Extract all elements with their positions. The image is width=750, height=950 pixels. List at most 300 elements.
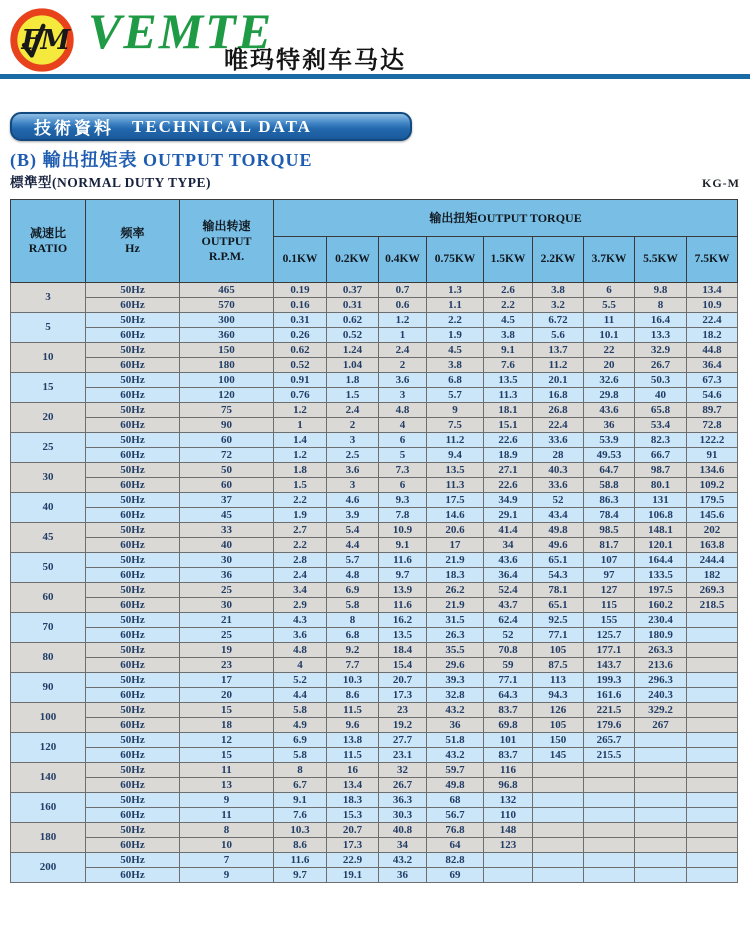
torque-cell: 10.9 [687, 298, 738, 313]
torque-cell: 53.9 [584, 433, 635, 448]
torque-cell: 18.3 [327, 793, 379, 808]
table-row [11, 733, 738, 748]
torque-cell: 40 [635, 388, 687, 403]
torque-cell: 4.4 [274, 688, 327, 703]
table-row [11, 328, 738, 343]
torque-cell: 17.5 [427, 493, 484, 508]
torque-cell [687, 673, 738, 688]
torque-cell [687, 868, 738, 883]
torque-cell: 0.7 [379, 283, 427, 298]
torque-cell: 27.1 [484, 463, 533, 478]
torque-cell: 44.8 [687, 343, 738, 358]
torque-cell: 11 [584, 313, 635, 328]
table-row [11, 793, 738, 808]
torque-cell: 1.9 [274, 508, 327, 523]
torque-cell: 3 [327, 433, 379, 448]
torque-cell: 4 [379, 418, 427, 433]
torque-cell: 77.1 [533, 628, 584, 643]
hz-cell: 50Hz [86, 733, 180, 748]
torque-cell: 18.4 [379, 643, 427, 658]
torque-cell: 163.8 [687, 538, 738, 553]
torque-cell: 2 [327, 418, 379, 433]
torque-cell: 41.4 [484, 523, 533, 538]
ratio-cell: 25 [11, 433, 86, 463]
table-row [11, 373, 738, 388]
torque-cell: 31.5 [427, 613, 484, 628]
hz-cell: 60Hz [86, 748, 180, 763]
rpm-cell: 300 [180, 313, 274, 328]
rpm-cell: 13 [180, 778, 274, 793]
torque-cell: 83.7 [484, 703, 533, 718]
torque-cell: 3.4 [274, 583, 327, 598]
rpm-cell: 25 [180, 583, 274, 598]
torque-cell: 3.2 [533, 298, 584, 313]
table-row [11, 778, 738, 793]
torque-cell: 34.9 [484, 493, 533, 508]
torque-cell [635, 868, 687, 883]
torque-cell: 49.6 [533, 538, 584, 553]
hz-cell: 50Hz [86, 673, 180, 688]
hz-cell: 50Hz [86, 283, 180, 298]
torque-cell: 32 [379, 763, 427, 778]
torque-cell: 4.8 [379, 403, 427, 418]
torque-cell: 1.2 [274, 448, 327, 463]
torque-cell: 5.8 [327, 598, 379, 613]
torque-cell: 32.6 [584, 373, 635, 388]
ratio-cell: 10 [11, 343, 86, 373]
torque-cell: 30.3 [379, 808, 427, 823]
table-row [11, 598, 738, 613]
torque-cell: 29.8 [584, 388, 635, 403]
torque-cell: 4.6 [327, 493, 379, 508]
torque-cell: 65.8 [635, 403, 687, 418]
torque-cell: 3.6 [274, 628, 327, 643]
rpm-cell: 15 [180, 703, 274, 718]
torque-cell: 4 [274, 658, 327, 673]
torque-cell: 179.6 [584, 718, 635, 733]
rpm-cell: 9 [180, 868, 274, 883]
torque-cell [584, 838, 635, 853]
hz-cell: 50Hz [86, 343, 180, 358]
vemte-logo-icon [10, 8, 74, 72]
torque-cell: 17.3 [379, 688, 427, 703]
torque-cell: 177.1 [584, 643, 635, 658]
torque-cell: 230.4 [635, 613, 687, 628]
hz-cell: 50Hz [86, 433, 180, 448]
torque-cell [687, 703, 738, 718]
torque-cell: 49.53 [584, 448, 635, 463]
torque-cell: 32.9 [635, 343, 687, 358]
torque-cell: 3.8 [484, 328, 533, 343]
rpm-cell: 465 [180, 283, 274, 298]
hz-cell: 50Hz [86, 643, 180, 658]
torque-cell: 180.9 [635, 628, 687, 643]
banner-label-zh: 技術資料 [34, 119, 114, 138]
torque-cell [635, 778, 687, 793]
rpm-cell: 25 [180, 628, 274, 643]
torque-cell [584, 778, 635, 793]
torque-cell: 11.5 [327, 748, 379, 763]
rpm-cell: 150 [180, 343, 274, 358]
torque-cell: 0.19 [274, 283, 327, 298]
torque-cell: 150 [533, 733, 584, 748]
torque-cell: 5.6 [533, 328, 584, 343]
torque-cell: 244.4 [687, 553, 738, 568]
torque-cell [635, 838, 687, 853]
torque-cell: 1.5 [327, 388, 379, 403]
torque-cell: 7.5 [427, 418, 484, 433]
hz-cell: 50Hz [86, 493, 180, 508]
torque-cell: 81.7 [584, 538, 635, 553]
torque-cell: 105 [533, 718, 584, 733]
rpm-cell: 90 [180, 418, 274, 433]
torque-cell: 23.1 [379, 748, 427, 763]
rpm-cell: 570 [180, 298, 274, 313]
rpm-cell: 12 [180, 733, 274, 748]
torque-cell: 69.8 [484, 718, 533, 733]
rpm-cell: 23 [180, 658, 274, 673]
torque-cell: 43.6 [584, 403, 635, 418]
torque-cell: 11.3 [484, 388, 533, 403]
hz-cell: 50Hz [86, 553, 180, 568]
torque-cell: 33.6 [533, 433, 584, 448]
torque-cell: 126 [533, 703, 584, 718]
torque-cell [635, 853, 687, 868]
torque-cell [687, 778, 738, 793]
table-row [11, 718, 738, 733]
torque-cell: 2.4 [274, 568, 327, 583]
torque-cell: 8 [635, 298, 687, 313]
table-row [11, 853, 738, 868]
hz-cell: 50Hz [86, 523, 180, 538]
torque-cell: 0.16 [274, 298, 327, 313]
torque-cell: 1.8 [274, 463, 327, 478]
torque-cell: 34 [379, 838, 427, 853]
table-row [11, 613, 738, 628]
torque-cell: 15.4 [379, 658, 427, 673]
torque-cell: 15.1 [484, 418, 533, 433]
torque-cell: 26.2 [427, 583, 484, 598]
ratio-cell: 120 [11, 733, 86, 763]
torque-cell: 40.3 [533, 463, 584, 478]
torque-cell: 4.4 [327, 538, 379, 553]
hz-cell: 60Hz [86, 568, 180, 583]
torque-cell: 72.8 [687, 418, 738, 433]
rpm-cell: 40 [180, 538, 274, 553]
table-row [11, 283, 738, 298]
torque-cell: 27.7 [379, 733, 427, 748]
torque-cell: 5.7 [427, 388, 484, 403]
rpm-cell: 360 [180, 328, 274, 343]
torque-cell: 7.6 [484, 358, 533, 373]
torque-cell: 40.8 [379, 823, 427, 838]
table-row [11, 343, 738, 358]
ratio-cell: 50 [11, 553, 86, 583]
hz-cell: 50Hz [86, 313, 180, 328]
torque-cell: 11.2 [533, 358, 584, 373]
torque-cell: 54.3 [533, 568, 584, 583]
torque-cell [687, 688, 738, 703]
torque-cell: 0.62 [274, 343, 327, 358]
torque-cell: 26.3 [427, 628, 484, 643]
table-row [11, 838, 738, 853]
torque-cell [584, 763, 635, 778]
torque-cell: 89.7 [687, 403, 738, 418]
torque-cell: 5.8 [274, 748, 327, 763]
kw-column-header: 0.75KW [427, 237, 484, 283]
torque-cell: 26.8 [533, 403, 584, 418]
torque-cell: 221.5 [584, 703, 635, 718]
torque-cell: 59 [484, 658, 533, 673]
torque-cell: 83.7 [484, 748, 533, 763]
torque-cell: 76.8 [427, 823, 484, 838]
kw-column-header: 0.4KW [379, 237, 427, 283]
torque-cell: 1.24 [327, 343, 379, 358]
torque-cell: 59.7 [427, 763, 484, 778]
ratio-cell: 200 [11, 853, 86, 883]
unit-label: KG-M [702, 176, 740, 190]
hz-cell: 60Hz [86, 628, 180, 643]
torque-cell: 56.7 [427, 808, 484, 823]
ratio-cell: 100 [11, 703, 86, 733]
torque-cell: 9.8 [635, 283, 687, 298]
ratio-cell: 30 [11, 463, 86, 493]
table-row [11, 628, 738, 643]
torque-cell: 5.7 [327, 553, 379, 568]
torque-cell: 3.6 [379, 373, 427, 388]
torque-cell: 7.6 [274, 808, 327, 823]
torque-cell: 21.9 [427, 553, 484, 568]
torque-cell: 5 [379, 448, 427, 463]
torque-cell: 7.3 [379, 463, 427, 478]
frequency-column-header [86, 200, 180, 283]
torque-cell [635, 733, 687, 748]
torque-cell: 1.8 [327, 373, 379, 388]
torque-cell: 18.3 [427, 568, 484, 583]
torque-cell [533, 838, 584, 853]
rpm-header-en2: R.P.M. [208, 248, 245, 263]
torque-cell: 6 [379, 433, 427, 448]
torque-cell: 22.4 [533, 418, 584, 433]
torque-cell [687, 658, 738, 673]
torque-cell: 43.7 [484, 598, 533, 613]
torque-cell: 18.1 [484, 403, 533, 418]
torque-cell: 14.6 [427, 508, 484, 523]
torque-cell: 16 [327, 763, 379, 778]
torque-cell: 2.4 [327, 403, 379, 418]
torque-cell: 5.2 [274, 673, 327, 688]
hz-cell: 60Hz [86, 508, 180, 523]
table-row [11, 583, 738, 598]
table-row [11, 313, 738, 328]
rpm-cell: 20 [180, 688, 274, 703]
table-row [11, 298, 738, 313]
torque-cell: 134.6 [687, 463, 738, 478]
torque-cell: 22 [584, 343, 635, 358]
torque-cell: 8.6 [327, 688, 379, 703]
torque-cell: 6.72 [533, 313, 584, 328]
torque-cell: 1.5 [274, 478, 327, 493]
torque-cell: 5.5 [584, 298, 635, 313]
table-row [11, 418, 738, 433]
torque-cell: 16.8 [533, 388, 584, 403]
rpm-cell: 10 [180, 838, 274, 853]
torque-cell: 4.5 [427, 343, 484, 358]
torque-cell [584, 853, 635, 868]
hz-cell: 60Hz [86, 838, 180, 853]
torque-cell: 77.1 [484, 673, 533, 688]
torque-cell: 64.7 [584, 463, 635, 478]
torque-cell: 86.3 [584, 493, 635, 508]
torque-cell: 10.1 [584, 328, 635, 343]
torque-cell: 39.3 [427, 673, 484, 688]
torque-cell: 69 [427, 868, 484, 883]
torque-cell: 110 [484, 808, 533, 823]
torque-cell: 133.5 [635, 568, 687, 583]
torque-cell [533, 763, 584, 778]
torque-cell: 197.5 [635, 583, 687, 598]
torque-cell [687, 613, 738, 628]
torque-cell: 36 [584, 418, 635, 433]
torque-cell: 8 [327, 613, 379, 628]
torque-cell: 122.2 [687, 433, 738, 448]
table-row [11, 688, 738, 703]
torque-cell: 19.1 [327, 868, 379, 883]
torque-cell: 164.4 [635, 553, 687, 568]
torque-cell: 179.5 [687, 493, 738, 508]
torque-cell: 17.3 [327, 838, 379, 853]
torque-cell: 43.6 [484, 553, 533, 568]
torque-cell: 36.4 [484, 568, 533, 583]
rpm-cell: 11 [180, 763, 274, 778]
torque-cell: 65.1 [533, 598, 584, 613]
torque-cell [584, 793, 635, 808]
torque-cell: 10.3 [327, 673, 379, 688]
table-row [11, 478, 738, 493]
rpm-cell: 15 [180, 748, 274, 763]
torque-cell: 1.3 [427, 283, 484, 298]
torque-cell: 160.2 [635, 598, 687, 613]
torque-cell: 2.9 [274, 598, 327, 613]
table-row [11, 388, 738, 403]
rpm-cell: 33 [180, 523, 274, 538]
torque-cell [533, 793, 584, 808]
torque-cell: 50.3 [635, 373, 687, 388]
torque-cell: 2 [379, 358, 427, 373]
torque-cell: 80.1 [635, 478, 687, 493]
ratio-cell: 180 [11, 823, 86, 853]
table-row [11, 538, 738, 553]
torque-cell: 8.6 [274, 838, 327, 853]
torque-cell [635, 748, 687, 763]
torque-cell [533, 823, 584, 838]
torque-cell [584, 868, 635, 883]
header-divider [0, 74, 750, 79]
torque-cell: 51.8 [427, 733, 484, 748]
output-torque-table [10, 199, 738, 883]
torque-cell [635, 763, 687, 778]
torque-cell: 2.8 [274, 553, 327, 568]
kw-column-header: 7.5KW [687, 237, 738, 283]
hz-cell: 60Hz [86, 418, 180, 433]
torque-cell [687, 763, 738, 778]
torque-cell: 23 [379, 703, 427, 718]
hz-cell: 60Hz [86, 538, 180, 553]
rpm-cell: 11 [180, 808, 274, 823]
torque-cell: 17 [427, 538, 484, 553]
torque-cell: 9.7 [274, 868, 327, 883]
torque-cell: 18.9 [484, 448, 533, 463]
ratio-cell: 60 [11, 583, 86, 613]
torque-cell: 2.2 [427, 313, 484, 328]
ratio-cell: 40 [11, 493, 86, 523]
torque-cell: 34 [484, 538, 533, 553]
torque-cell: 123 [484, 838, 533, 853]
torque-cell: 2.6 [484, 283, 533, 298]
torque-cell: 22.9 [327, 853, 379, 868]
torque-cell: 155 [584, 613, 635, 628]
rpm-cell: 30 [180, 598, 274, 613]
torque-cell: 13.5 [427, 463, 484, 478]
torque-cell: 62.4 [484, 613, 533, 628]
torque-cell: 9.1 [484, 343, 533, 358]
hz-cell: 60Hz [86, 808, 180, 823]
torque-cell: 0.31 [327, 298, 379, 313]
torque-cell: 36.4 [687, 358, 738, 373]
torque-cell: 0.76 [274, 388, 327, 403]
torque-cell: 52 [533, 493, 584, 508]
torque-cell [687, 838, 738, 853]
torque-cell: 68 [427, 793, 484, 808]
torque-cell: 263.3 [635, 643, 687, 658]
torque-cell: 78.1 [533, 583, 584, 598]
torque-cell: 0.26 [274, 328, 327, 343]
torque-cell: 265.7 [584, 733, 635, 748]
torque-cell: 19.2 [379, 718, 427, 733]
hz-cell: 60Hz [86, 328, 180, 343]
torque-cell: 1.2 [274, 403, 327, 418]
torque-cell: 11.5 [327, 703, 379, 718]
torque-cell: 0.52 [327, 328, 379, 343]
freq-header-zh: 频率 [120, 226, 145, 240]
freq-header-en: Hz [125, 241, 140, 255]
torque-cell: 2.2 [484, 298, 533, 313]
table-row [11, 658, 738, 673]
table-row [11, 673, 738, 688]
torque-cell: 3 [379, 388, 427, 403]
torque-cell: 0.37 [327, 283, 379, 298]
torque-cell: 82.8 [427, 853, 484, 868]
torque-cell: 107 [584, 553, 635, 568]
torque-cell: 67.3 [687, 373, 738, 388]
table-row [11, 433, 738, 448]
torque-cell: 53.4 [635, 418, 687, 433]
torque-cell: 29.1 [484, 508, 533, 523]
torque-cell [584, 823, 635, 838]
torque-cell [687, 823, 738, 838]
torque-cell: 13.8 [327, 733, 379, 748]
torque-cell [687, 853, 738, 868]
torque-cell: 22.6 [484, 478, 533, 493]
torque-cell: 1 [274, 418, 327, 433]
torque-cell: 4.3 [274, 613, 327, 628]
torque-cell: 1.1 [427, 298, 484, 313]
ratio-column-header [11, 200, 86, 283]
rpm-cell: 19 [180, 643, 274, 658]
kw-column-header: 1.5KW [484, 237, 533, 283]
rpm-cell: 7 [180, 853, 274, 868]
table-row [11, 493, 738, 508]
